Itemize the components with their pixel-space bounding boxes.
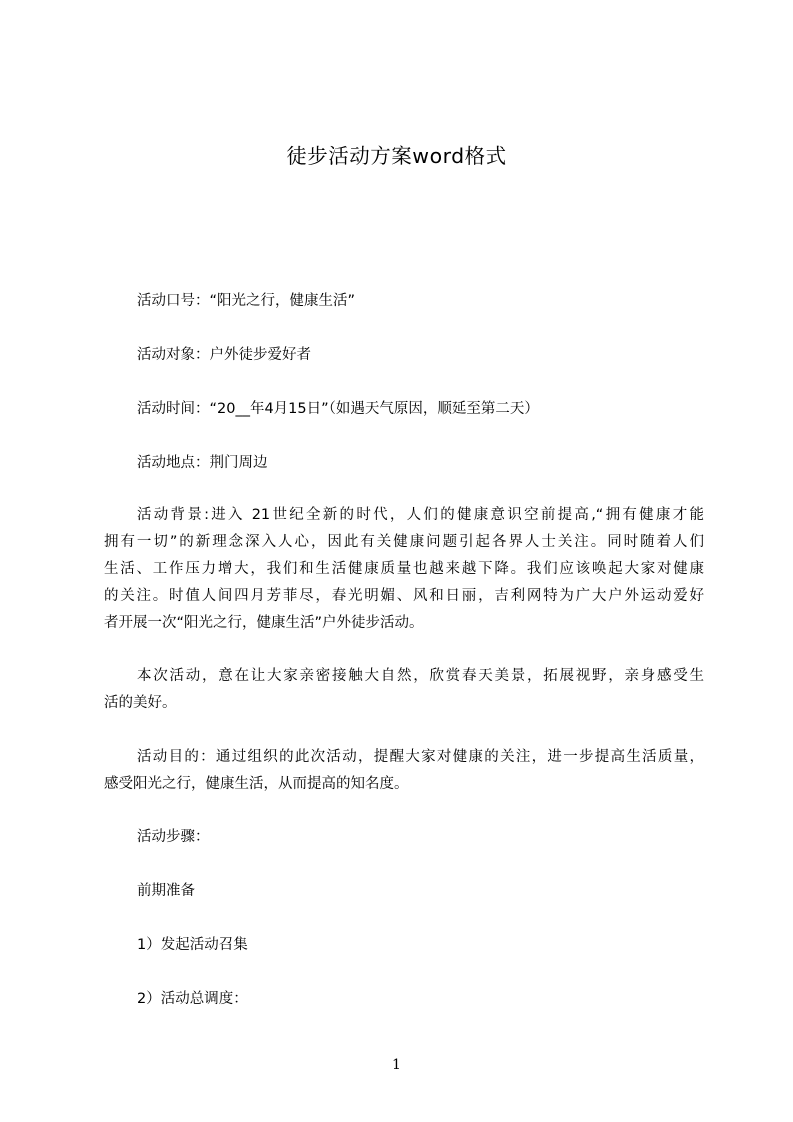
paragraph-line: 活的美好。 [104, 695, 177, 711]
field-slogan: 活动口号：“阳光之行，健康生活” [137, 293, 356, 309]
steps-heading: 活动步骤： [137, 829, 210, 845]
step-item: 1）发起活动召集 [137, 937, 248, 953]
document-title: 徒步活动方案word格式 [286, 144, 507, 168]
paragraph-line: 本次活动，意在让大家亲密接触大自然，欣赏春天美景，拓展视野，亲身感受生 [137, 668, 704, 684]
paragraph-line: 拥有一切”的新理念深入人心，因此有关健康问题引起各界人士关注。同时随着人们 [104, 534, 704, 550]
paragraph-line: 的关注。时值人间四月芳菲尽，春光明媚、风和日丽，吉利网特为广大户外运动爱好 [104, 588, 704, 604]
field-audience: 活动对象：户外徒步爱好者 [137, 347, 311, 363]
paragraph-line: 生活、工作压力增大，我们和生活健康质量也越来越下降。我们应该唤起大家对健康 [104, 561, 704, 577]
page-number: 1 [392, 1057, 401, 1073]
paragraph-line: 者开展一次“阳光之行，健康生活”户外徒步活动。 [104, 615, 424, 631]
paragraph-line: 活动背景:进入 21世纪全新的时代，人们的健康意识空前提高,“拥有健康才能 [137, 507, 704, 523]
paragraph-line: 活动目的：通过组织的此次活动，提醒大家对健康的关注，进一步提高生活质量， [137, 749, 704, 765]
field-location: 活动地点：荆门周边 [137, 455, 268, 471]
field-time: 活动时间：“20__年4月15日”（如遇天气原因，顺延至第二天） [137, 401, 539, 417]
prep-heading: 前期准备 [137, 883, 195, 899]
paragraph-line: 感受阳光之行，健康生活，从而提高的知名度。 [104, 776, 409, 792]
step-item: 2）活动总调度： [137, 991, 248, 1007]
